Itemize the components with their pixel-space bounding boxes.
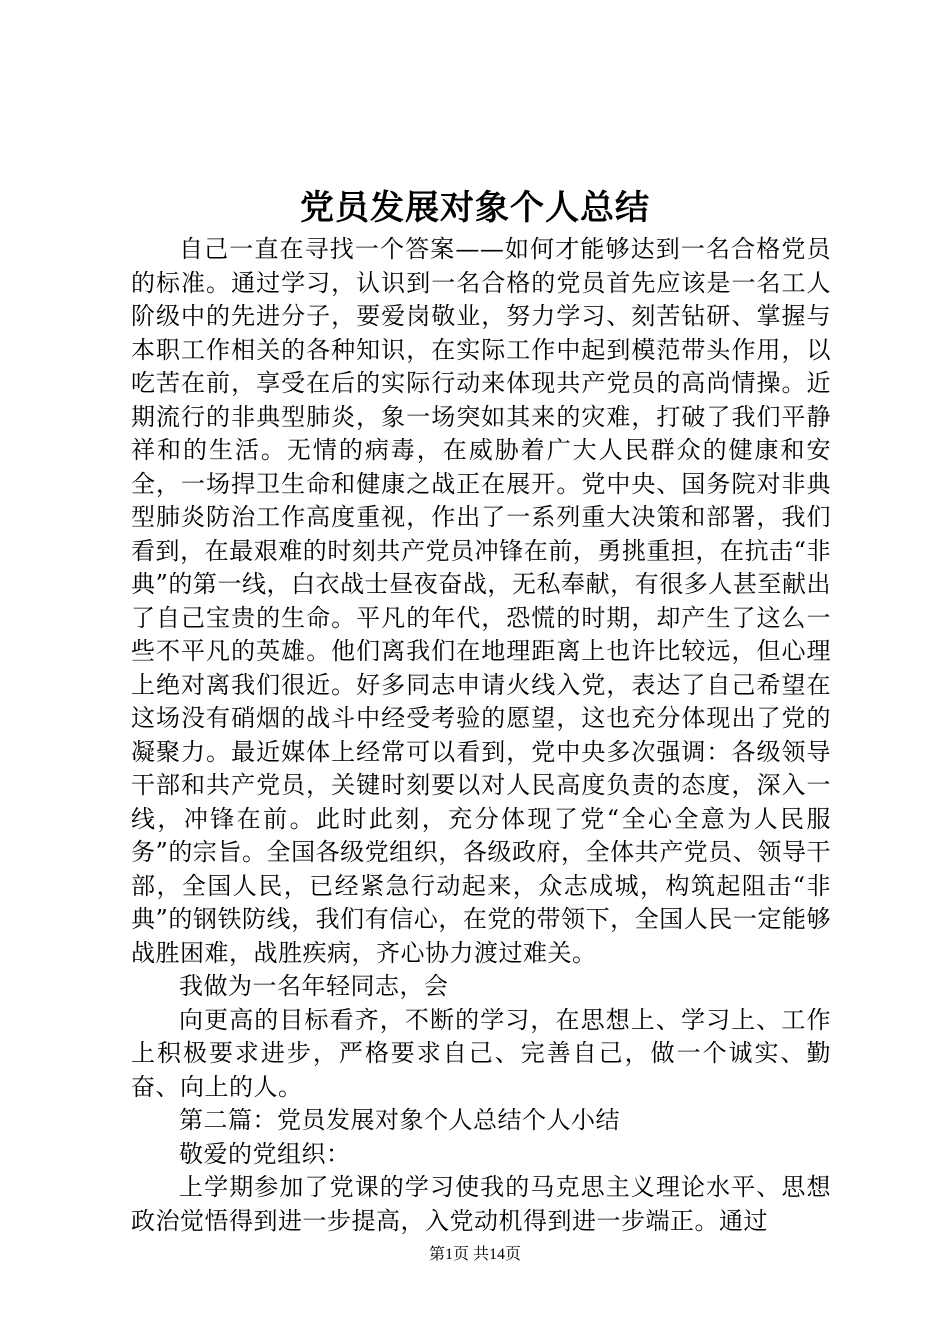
body-paragraph: 向更高的目标看齐，不断的学习，在思想上、学习上、工作上积极要求进步，严格要求自己、完善自己，做一个诚实、勤奋、向上的人。 bbox=[131, 1005, 831, 1101]
salutation: 敬爱的党组织： bbox=[179, 1139, 351, 1168]
section-heading: 第二篇：党员发展对象个人总结个人小结 bbox=[179, 1106, 620, 1134]
document-body bbox=[131, 233, 831, 1238]
body-paragraph: 我做为一名年轻同志，会 bbox=[179, 972, 449, 1000]
body-paragraph: 自己一直在寻找一个答案——如何才能够达到一名合格党员的标准。通过学习，认识到一名合格的党员首先应该是一名工人阶级中的先进分子，要爱岗敬业，努力学习、刻苦钻研、掌握与本职工作相关的各种知识，在实际工作中起到模范带头作用，以吃苦在前，享受在后的实际行动来体现共产党员的高尚情操。近期流行的非典型肺炎，象一场突如其来的灾难，打破了我们平静祥和的生活。无情的病毒，在威胁着广大人民群众的健康和安全，一场捍卫生命和健康之战正在展开。党中央、国务院对非典型肺炎防治工作高度重视，作出了一系列重大决策和部署，我们看到，在最艰难的时刻共产党员冲锋在前，勇挑重担，在抗击“非典”的第一线，白衣战士昼夜奋战，无私奉献，有很多人甚至献出了自己宝贵的生命。平凡的年代，恐慌的时期，却产生了这么一些不平凡的英雄。他们离我们在地理距离上也许比较远，但心理上绝对离我们很近。好多同志申请火线入党，表达了自己希望在这场没有硝烟的战斗中经受考验的愿望，这也充分体现出了党的凝聚力。最近媒体上经常可以看到，党中央多次强调：各级领导干部和共产党员，关键时刻要以对人民高度负责的态度，深入一线，冲锋在前。此时此刻，充分体现了党“全心全意为人民服务”的宗旨。全国各级党组织，各级政府，全体共产党员、领导干部，全国人民，已经紧急行动起来，众志成城，构筑起阻击“非典”的钢铁防线，我们有信心，在党的带领下，全国人民一定能够战胜困难，战胜疾病，齐心协力渡过难关。 bbox=[131, 235, 831, 967]
page-footer: 第1页 共14页 bbox=[428, 1246, 521, 1263]
body-paragraph: 上学期参加了党课的学习使我的马克思主义理论水平、思想政治觉悟得到进一步提高，入党动机得到进一步端正。通过 bbox=[131, 1173, 831, 1235]
document-title: 党员发展对象个人总结 bbox=[300, 188, 650, 228]
